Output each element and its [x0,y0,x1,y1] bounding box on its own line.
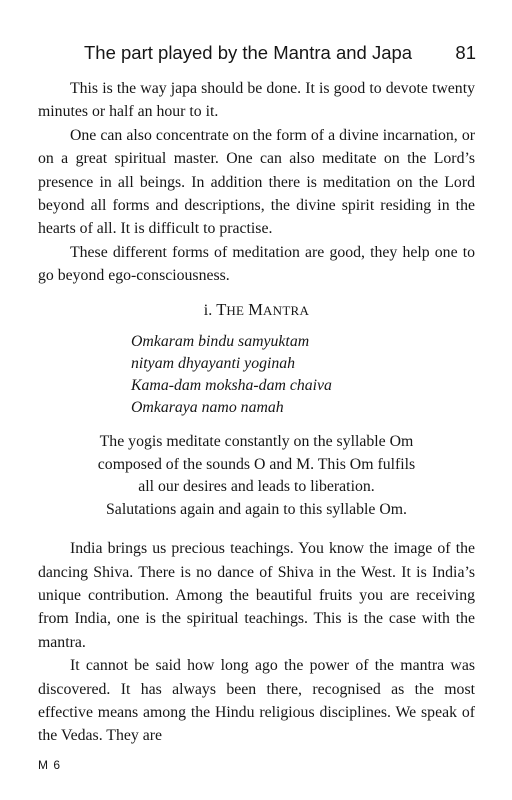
verse-translation [38,431,475,521]
paragraph: This is the way japa should be done. It is good to devote twenty minutes or half an hour to it. [38,80,475,121]
paragraph: One can also concentrate on the form of a divine incarnation, or on a great spiritual master. One can also meditate on the Lord’s presence in all beings. In addition there is meditation on the Lord beyond all forms and descriptions, the divine spirit residing in the hearts of all. It is difficult to practise. [38,126,475,238]
sanskrit-verse [38,331,475,420]
translation-line: The yogis meditate constantly on the syllable Om [99,433,414,451]
running-head [84,40,476,66]
verse-line: Kama-dam moksha-dam chaiva [131,377,332,395]
verse-line: nityam dhyayanti yoginah [131,354,296,372]
translation-line: all our desires and leads to liberation. [138,478,375,496]
paragraph: It cannot be said how long ago the power of the mantra was discovered. It has always been there, recognised as the most effective means among the Hindu religious disciplines. We speak of the Vedas. They are [38,657,475,745]
translation-line: composed of the sounds O and M. This Om fulfils [97,455,416,473]
heading-small-caps: HE [226,302,245,318]
paragraph: These different forms of meditation are good, they help one to go beyond ego-consciousness. [38,243,475,285]
page-body [38,77,475,748]
heading-initial: M [248,299,263,319]
section-heading [38,299,475,322]
heading-small-caps: ANTRA [262,302,310,318]
section-number: i. [203,301,213,319]
verse-line: Omkaram bindu samyuktam [131,332,310,350]
signature-mark: M 6 [38,758,62,772]
running-head-title: The part played by the Mantra and Japa [84,42,413,63]
verse-line: Omkaraya namo namah [131,399,284,417]
heading-initial: T [216,299,227,319]
translation-line: Salutations again and again to this syllable Om. [106,500,407,518]
page-number: 81 [455,42,476,63]
paragraph: India brings us precious teachings. You know the image of the dancing Shiva. There is no dance of Shiva in the West. It is India’s unique contribution. Among the beautiful fruits you are receiving from India, one is the spiritual teachings. This is the case with the mantra. [38,540,475,651]
